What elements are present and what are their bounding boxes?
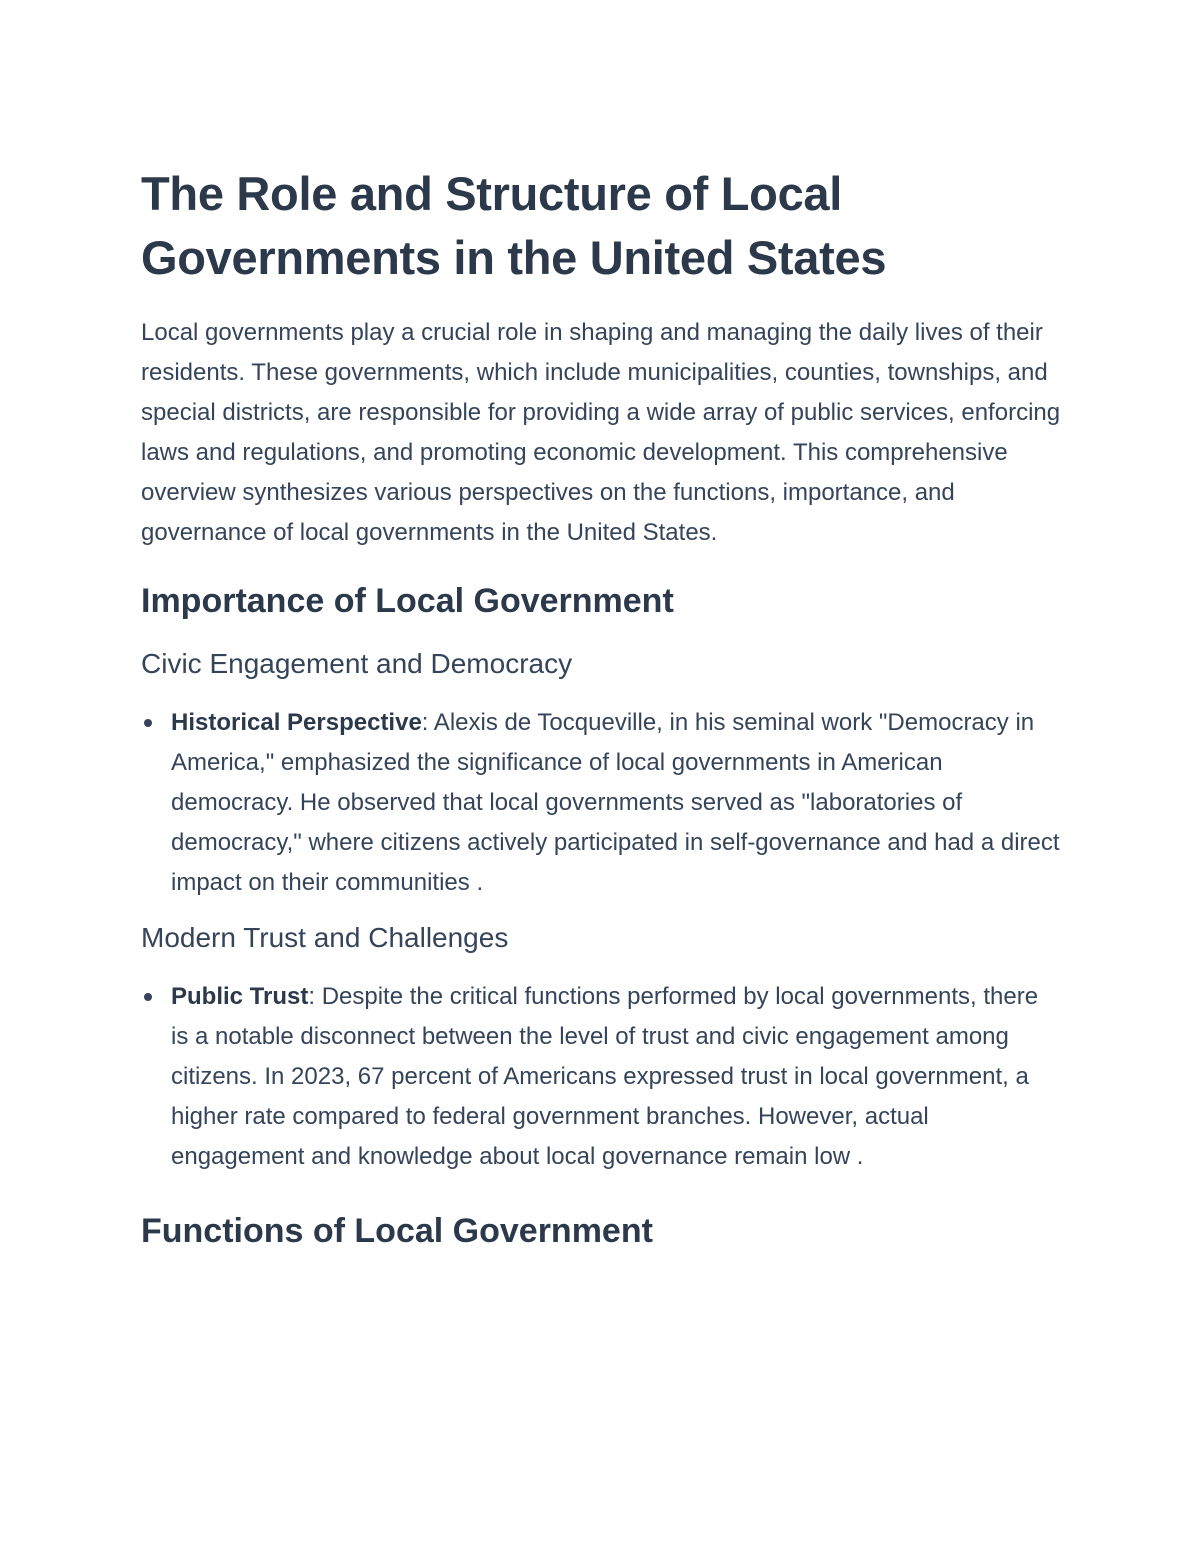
- list-item-text: : Alexis de Tocqueville, in his seminal work "Democracy in America," emphasized the significance of local governments in American democracy. He observed that local governments served as "laboratories of democracy," where citizens actively participated in self-governance and had a direct impact on their communities .: [171, 709, 1060, 896]
- civic-engagement-list: [141, 703, 1061, 903]
- list-item: [141, 703, 1061, 903]
- list-item: [141, 977, 1061, 1177]
- bullet-icon: [144, 993, 152, 1001]
- heading-functions: Functions of Local Government: [141, 1212, 653, 1250]
- document-page: [141, 162, 1061, 1253]
- heading-importance: Importance of Local Government: [141, 582, 674, 620]
- subheading-civic-engagement: Civic Engagement and Democracy: [141, 648, 573, 679]
- bullet-icon: [144, 719, 152, 727]
- list-item-term: Historical Perspective: [171, 709, 422, 736]
- document-title: The Role and Structure of Local Governments in the United States: [141, 167, 887, 284]
- list-item-term: Public Trust: [171, 983, 309, 1010]
- modern-trust-list: [141, 977, 1061, 1177]
- list-item-text: : Despite the critical functions performed by local governments, there is a notable disconnect between the level of trust and civic engagement among citizens. In 2023, 67 percent of Americans expressed trust in local government, a higher rate compared to federal government branches. However, actual engagement and knowledge about local governance remain low .: [171, 983, 1039, 1170]
- subheading-modern-trust: Modern Trust and Challenges: [141, 922, 509, 953]
- intro-paragraph: Local governments play a crucial role in shaping and managing the daily lives of their residents. These governments, which include municipalities, counties, townships, and special districts, are responsible for providing a wide array of public services, enforcing laws and regulations, and promoting economic development. This comprehensive overview synthesizes various perspectives on the functions, importance, and governance of local governments in the United States.: [141, 319, 1061, 546]
